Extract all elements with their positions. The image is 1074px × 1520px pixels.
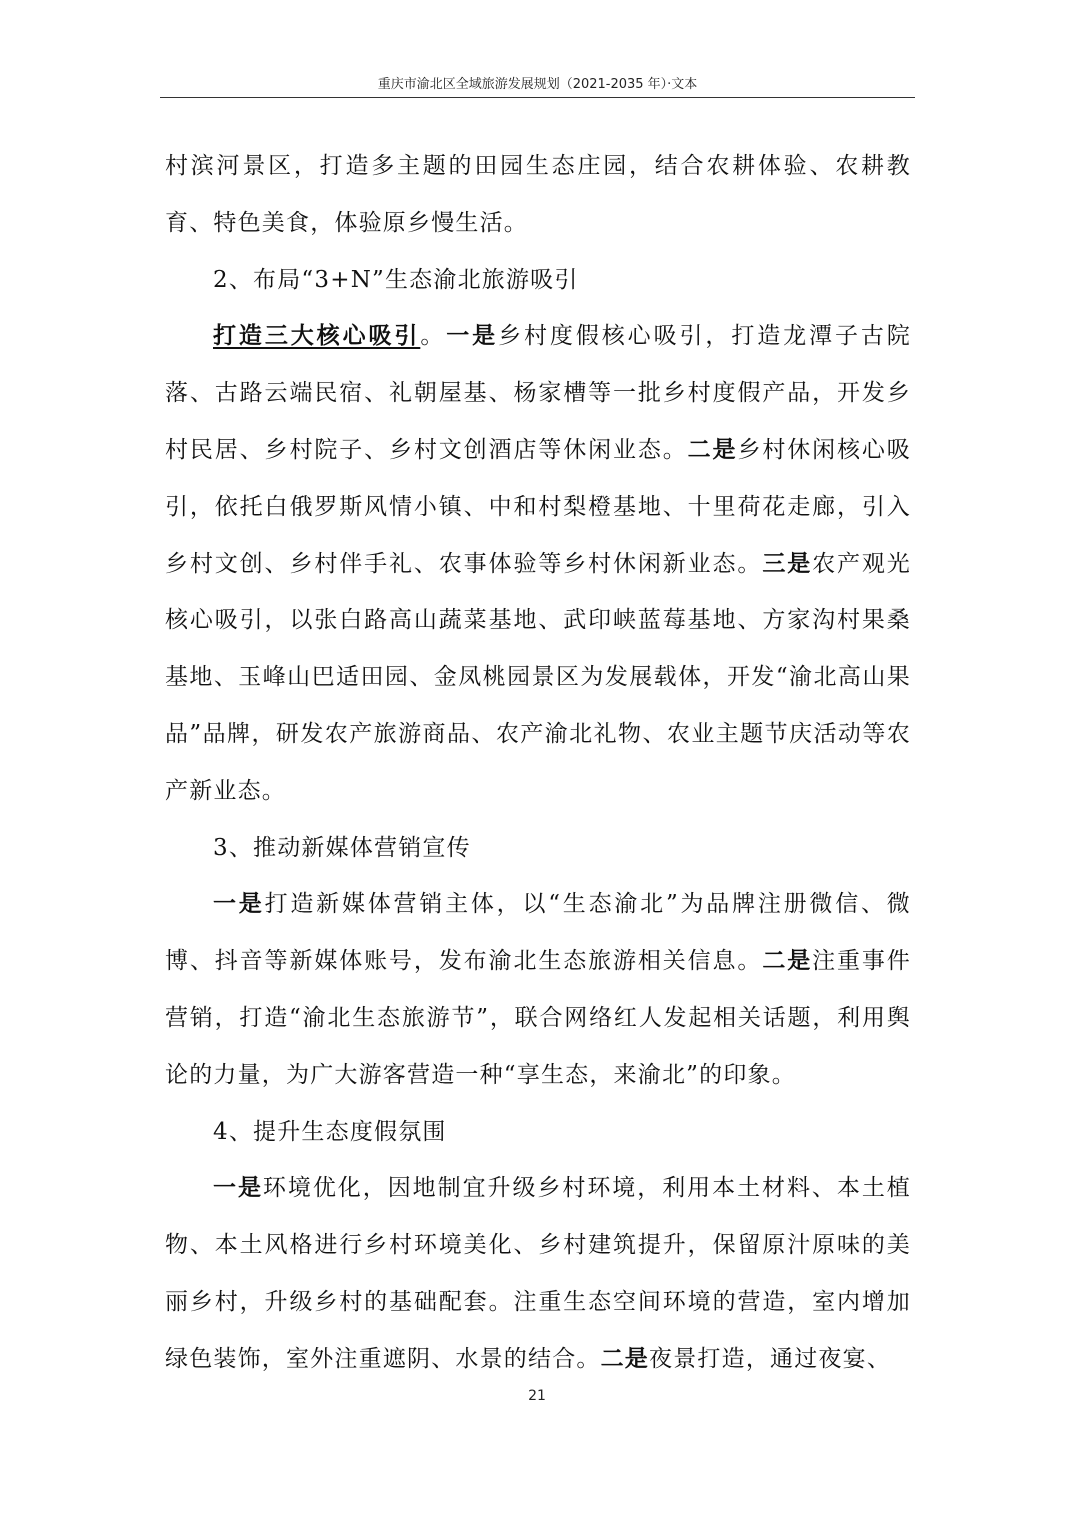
- paragraph-new-media: [165, 876, 911, 1103]
- section-heading-3: 3、推动新媒体营销宣传: [213, 834, 471, 861]
- paragraph-text: 乡村休闲核心吸引，依托白俄罗斯风情小镇、中和村梨橙基地、十里荷花走廊，引入乡村文创、乡村伴手礼、农事体验等乡村休闲新业态。: [165, 436, 911, 577]
- paragraph-atmosphere: [165, 1160, 911, 1387]
- marker-third: 三是: [762, 549, 813, 577]
- document-body: [165, 138, 911, 1388]
- marker-first: 一是: [213, 890, 265, 918]
- header-divider: [160, 97, 915, 98]
- paragraph-text: 。: [420, 323, 447, 350]
- paragraph-text: 乡村度假核心吸引，打造龙潭子古院落、古路云端民宿、礼朝屋基、杨家槽等一批乡村度假产品，开发乡村民居、乡村院子、乡村文创酒店等休闲业态。: [165, 323, 912, 463]
- paragraph-core-attractions: [165, 308, 911, 819]
- paragraph-text: 村滨河景区，打造多主题的田园生态庄园，结合农耕体验、农耕教育、特色美食，体验原乡慢生活。: [165, 153, 911, 236]
- page-header: 重庆市渝北区全域旅游发展规划（2021-2035 年）·文本: [377, 77, 698, 92]
- marker-first: 一是: [446, 322, 499, 350]
- section-heading-4: 4、提升生态度假氛围: [213, 1118, 447, 1145]
- paragraph-text: 注重事件营销，打造“渝北生态旅游节”，联合网络红人发起相关话题，利用舆论的力量，为广大游客营造一种“享生态，来渝北”的印象。: [165, 948, 911, 1088]
- paragraph-text: 农产观光核心吸引，以张白路高山蔬菜基地、武印峡蓝莓基地、方家沟村果桑基地、玉峰山巴适田园、金凤桃园景区为发展载体，开发“渝北高山果品”品牌，研发农产旅游商品、农产渝北礼物、农业主题节庆活动等农产新业态。: [165, 550, 911, 804]
- paragraph-lead: 打造三大核心吸引: [213, 322, 421, 350]
- paragraph-text: 夜景打造，通过夜宴、: [649, 1345, 892, 1372]
- marker-first: 一是: [213, 1174, 263, 1202]
- marker-second: 二是: [762, 947, 813, 975]
- page-number: 21: [528, 1388, 546, 1404]
- paragraph-text: 打造新媒体营销主体，以“生态渝北”为品牌注册微信、微博、抖音等新媒体账号，发布渝北生态旅游相关信息。: [165, 891, 911, 975]
- marker-second: 二是: [600, 1344, 650, 1372]
- paragraph-text: 环境优化，因地制宜升级乡村环境，利用本土材料、本土植物、本土风格进行乡村环境美化、乡村建筑提升，保留原汁原味的美丽乡村，升级乡村的基础配套。注重生态空间环境的营造，室内增加绿色装饰，室外注重遮阴、水景的结合。: [165, 1175, 912, 1372]
- section-heading-2: 2、布局“3+N”生态渝北旅游吸引: [213, 266, 579, 293]
- marker-second: 二是: [687, 435, 738, 463]
- paragraph-continuation: [165, 138, 911, 252]
